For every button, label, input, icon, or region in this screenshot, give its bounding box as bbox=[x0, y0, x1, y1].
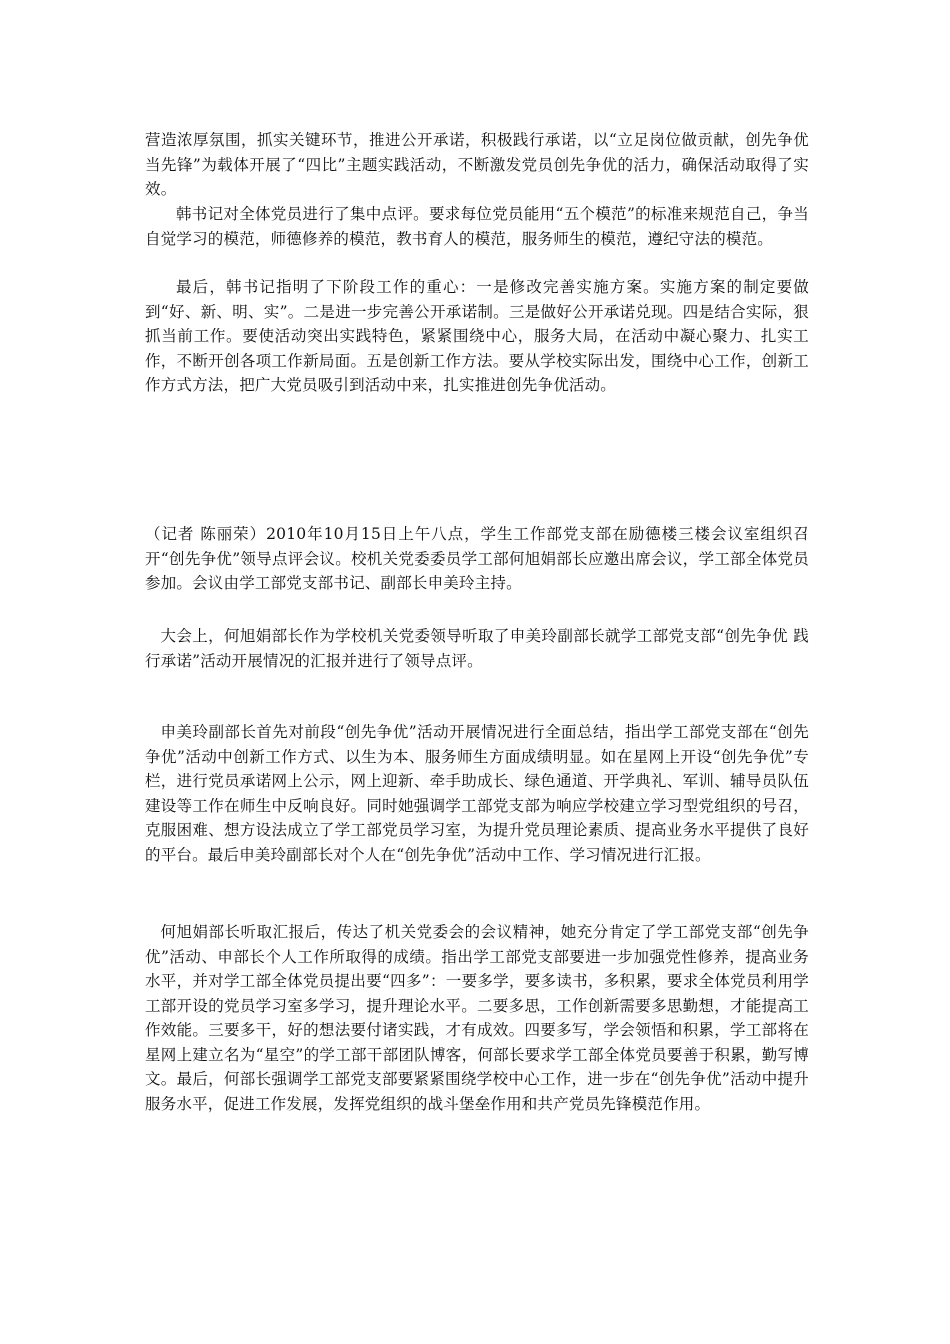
paragraph-activity-summary: 营造浓厚氛围，抓实关键环节，推进公开承诺，积极践行承诺，以“立足岗位做贡献，创先争优当先锋”为载体开展了“四比”主题实践活动，不断激发党员创先争优的活力，确保活动取得了实效。 bbox=[145, 131, 809, 198]
paragraph-work-report: 申美玲副部长首先对前段“创先争优”活动开展情况进行全面总结，指出学工部党支部在“创先争优”活动中创新工作方式、以生为本、服务师生方面成绩明显。如在星网上开设“创先争优”专栏，进行党员承诺网上公示，网上迎新、牵手助成长、绿色通道、开学典礼、军训、辅导员队伍建设等工作在师生中反响良好。同时她强调学工部党支部为响应学校建立学习型党组织的号召，克服困难、想方设法成立了学工部党员学习室，为提升党员理论素质、提高业务水平提供了良好的平台。最后申美玲副部长对个人在“创先争优”活动中工作、学习情况进行汇报。 bbox=[145, 723, 809, 864]
paragraph-secretary-review: 韩书记对全体党员进行了集中点评。要求每位党员能用“五个模范”的标准来规范自己，争当自觉学习的模范，师德修养的模范，教书育人的模范，服务师生的模范，遵纪守法的模范。 bbox=[145, 205, 809, 248]
paragraph-leader-comments: 何旭娟部长听取汇报后，传达了机关党委会的会议精神，她充分肯定了学工部党支部“创先争优”活动、申部长个人工作所取得的成绩。指出学工部党支部要进一步加强党性修养，提高业务水平，并对学工部全体党员提出要“四多”：一要多学，要多读书，多积累，要求全体党员利用学工部开设的党员学习室多学习，提升理论水平。二要多思，工作创新需要多思勤想，才能提高工作效能。三要多干，好的想法要付诸实践，才有成效。四要多写，学会领悟和积累，学工部将在星网上建立名为“星空”的学工部干部团队博客，何部长要求学工部全体党员要善于积累，勤写博文。最后，何部长强调学工部党支部要紧紧围绕学校中心工作，进一步在“创先争优”活动中提升服务水平，促进工作发展，发挥党组织的战斗堡垒作用和共产党员先锋模范作用。 bbox=[145, 923, 809, 1113]
paragraph-meeting-review: 大会上，何旭娟部长作为学校机关党委领导听取了申美玲副部长就学工部党支部“创先争优 践行承诺”活动开展情况的汇报并进行了领导点评。 bbox=[145, 627, 809, 670]
paragraph-reporter-intro: （记者 陈丽荣）2010年10月15日上午八点，学生工作部党支部在励德楼三楼会议室组织召开“创先争优”领导点评会议。校机关党委委员学工部何旭娟部长应邀出席会议，学工部全体党员参加。会议由学工部党支部书记、副部长申美玲主持。 bbox=[145, 525, 809, 592]
paragraph-next-stage-focus: 最后，韩书记指明了下阶段工作的重心：一是修改完善实施方案。实施方案的制定要做到“好、新、明、实”。二是进一步完善公开承诺制。三是做好公开承诺兑现。四是结合实际，狠抓当前工作。要使活动突出实践特色，紧紧围绕中心，服务大局，在活动中凝心聚力、扎实工作，不断开创各项工作新局面。五是创新工作方法。要从学校实际出发，围绕中心工作，创新工作方式方法，把广大党员吸引到活动中来，扎实推进创先争优活动。 bbox=[145, 278, 809, 394]
